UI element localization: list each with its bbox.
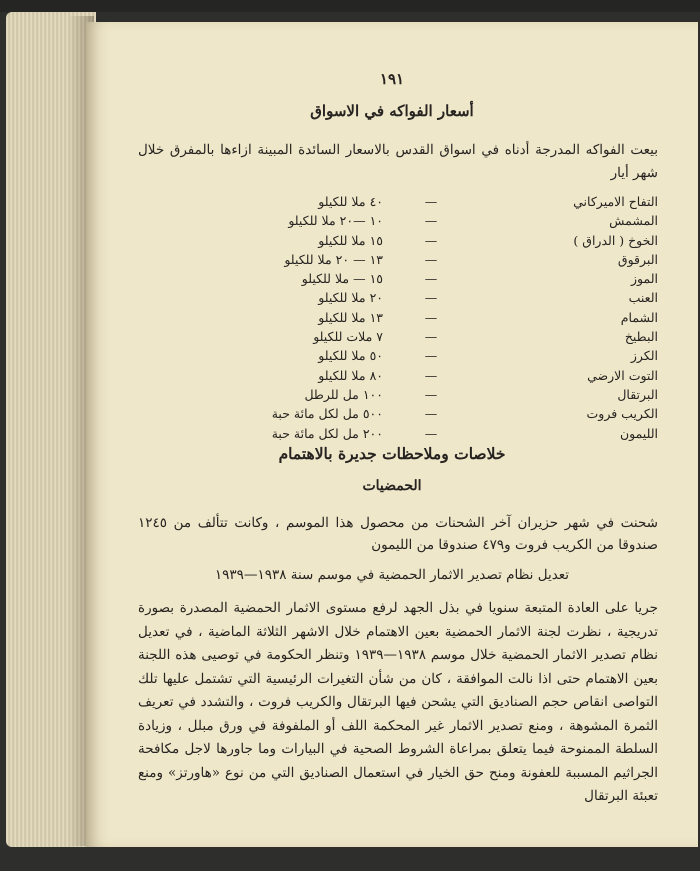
price-row bbox=[138, 368, 658, 387]
price-list bbox=[138, 194, 658, 445]
export-paragraph: جريا على العادة المتبعة سنويا في بذل الجهد لرفع مستوى الاثمار الحمضية المصدرة بصورة تدريجية ، نظرت لجنة الاثمار الحمضية بعين الاهتمام خلال الاشهر الثلاثة الماضية ، في تعديل نظام تصدير الاثمار الحمضية خلال موسم ١٩٣٨—١٩٣٩ وتنظر الحكومة في توصيى هذه اللجنة بعين الاهتمام حتى اذا نالت الموافقة ، كان من شأن التغيرات الرئيسية التي تشتمل عليها تلك التواصى انقاص حجم الصناديق التي يشحن فيها البرتقال والكريب فروت ، والتشدد في تعريف الثمرة المشوهة ، ومنع تصدير الاثمار غير المحكمة اللف أو الملفوفة في ورق مبلل ، وزيادة السلطة الممنوحة فيما يتعلق بمراعاة الشروط الصحية في البيارات وما جاورها لاجل مكافحة الجراثيم المسببة للعفونة ومنح حق الخيار في استعمال الصناديق التي من نوع «هاورتز» ومنع تعبئة البرتقال bbox=[138, 600, 658, 804]
fruit-price: ٤٠ ملا للكيلو bbox=[318, 194, 383, 209]
price-row bbox=[138, 213, 658, 232]
fruit-price: ١٣ ملا للكيلو bbox=[318, 309, 383, 325]
fruit-name: الليمون bbox=[619, 425, 658, 441]
dash: — bbox=[424, 386, 438, 402]
price-row bbox=[138, 426, 658, 445]
subsection-title: الحمضيات bbox=[362, 478, 422, 494]
dash: — bbox=[424, 213, 438, 229]
dash: — bbox=[424, 271, 438, 287]
fruit-price: ١٥ ملا للكيلو bbox=[318, 232, 383, 248]
fruit-name: الكريب فروت bbox=[586, 406, 658, 422]
intro-paragraph: بيعت الفواكه المدرجة أدناه في اسواق القدس بالاسعار السائدة المبينة ازاءها بالمفرق خلال شهر أيار bbox=[138, 142, 658, 181]
fruit-name: البرتقال bbox=[617, 386, 658, 402]
price-row bbox=[138, 271, 658, 290]
price-row bbox=[138, 252, 658, 271]
citrus-paragraph: شحنت في شهر حزيران آخر الشحنات من محصول هذا الموسم ، وكانت تتألف من ١٢٤٥ صندوقا من الكريب فروت و٤٧٩ صندوقا من الليمون bbox=[138, 515, 658, 553]
fruit-price: ١٠٠ مل للرطل bbox=[304, 386, 383, 402]
price-row bbox=[138, 290, 658, 309]
dash: — bbox=[424, 309, 438, 325]
dash: — bbox=[424, 194, 438, 209]
fruit-price: ٨٠ ملا للكيلو bbox=[318, 367, 383, 383]
fruit-name: البطيخ bbox=[624, 329, 658, 345]
dash: — bbox=[424, 367, 438, 383]
dash: — bbox=[424, 348, 438, 364]
export-heading: تعديل نظام تصدير الاثمار الحمضية في موسم سنة ١٩٣٨—١٩٣٩ bbox=[214, 567, 570, 583]
page-number: ١٩١ bbox=[379, 70, 405, 88]
fruit-name: الكرز bbox=[630, 348, 658, 364]
price-row bbox=[138, 233, 658, 252]
price-row bbox=[138, 310, 658, 329]
dash: — bbox=[424, 425, 438, 441]
fruit-price: ١٠ —٢٠ ملا للكيلو bbox=[288, 213, 383, 229]
page bbox=[86, 22, 698, 847]
fruit-name: الموز bbox=[630, 271, 658, 287]
price-row bbox=[138, 194, 658, 213]
page-content bbox=[86, 22, 698, 847]
fruit-price: ١٥ — ملا للكيلو bbox=[301, 271, 383, 287]
fruit-price: ٢٠ ملا للكيلو bbox=[318, 290, 383, 306]
fruit-price: ١٣ — ٢٠ ملا للكيلو bbox=[284, 251, 383, 267]
dash: — bbox=[424, 290, 438, 306]
dash: — bbox=[424, 406, 438, 422]
dash: — bbox=[424, 251, 438, 267]
fruit-price: ٢٠٠ مل لكل مائة حبة bbox=[271, 425, 383, 441]
fruit-price: ٥٠٠ مل لكل مائة حبة bbox=[271, 406, 383, 422]
fruit-name: التفاح الاميركاني bbox=[573, 194, 658, 209]
price-row bbox=[138, 329, 658, 348]
dash: — bbox=[424, 232, 438, 248]
fruit-name: التوت الارضي bbox=[587, 367, 658, 383]
fruit-name: المشمش bbox=[609, 213, 658, 229]
dash: — bbox=[424, 329, 438, 345]
section-title: خلاصات وملاحظات جديرة بالاهتمام bbox=[278, 444, 506, 463]
page-title: أسعار الفواكه في الاسواق bbox=[310, 102, 474, 120]
fruit-price: ٧ ملات للكيلو bbox=[313, 329, 383, 345]
fruit-name: الخوخ ( الدراق ) bbox=[573, 232, 658, 248]
fruit-name: العنب bbox=[628, 290, 658, 306]
fruit-price: ٥٠ ملا للكيلو bbox=[318, 348, 383, 364]
price-row bbox=[138, 348, 658, 367]
fruit-name: الشمام bbox=[620, 309, 658, 325]
fruit-name: البرقوق bbox=[617, 251, 658, 267]
price-row bbox=[138, 387, 658, 406]
price-row bbox=[138, 406, 658, 425]
top-edge bbox=[0, 0, 700, 12]
